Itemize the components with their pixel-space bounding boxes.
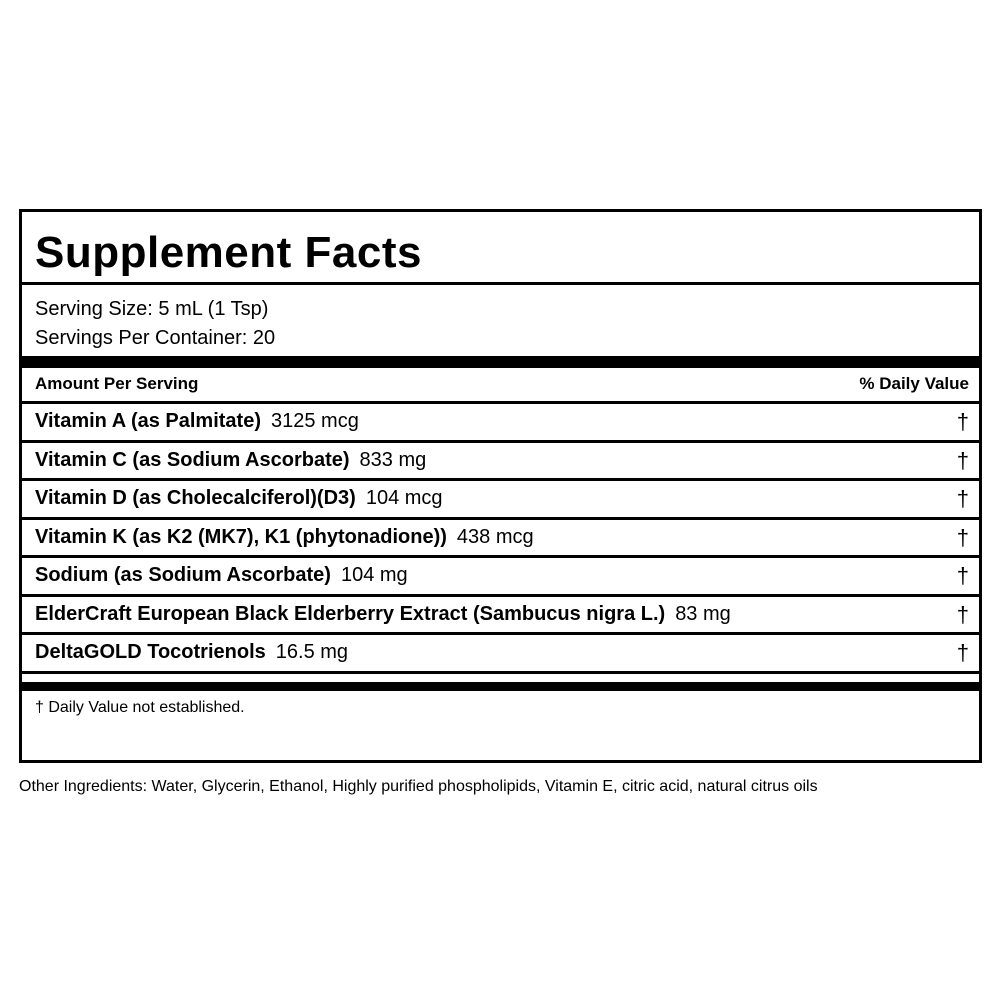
serving-size: Serving Size: 5 mL (1 Tsp): [35, 298, 269, 320]
nutrient-name: DeltaGOLD Tocotrienols: [35, 641, 266, 663]
nutrient-amount: 104 mg: [340, 564, 408, 586]
serving-info: [22, 285, 979, 368]
nutrient-dv: †: [956, 409, 969, 434]
nutrient-amount: 104 mcg: [365, 487, 443, 509]
nutrient-name: Vitamin C (as Sodium Ascorbate): [35, 448, 350, 471]
amount-per-serving-label: Amount Per Serving: [35, 374, 199, 393]
nutrient-name: Vitamin K (as K2 (MK7), K1 (phytonadione)): [35, 525, 447, 548]
nutrient-dv: †: [956, 524, 969, 550]
nutrient-row: [22, 635, 979, 674]
nutrient-amount: 3125 mcg: [271, 410, 359, 432]
nutrient-dv: †: [956, 601, 969, 627]
footnote-text: † Daily Value not established.: [35, 698, 245, 716]
nutrient-amount: 833 mg: [359, 448, 427, 471]
nutrient-row: [22, 597, 979, 636]
footnote-section: [22, 691, 979, 751]
nutrient-amount: 16.5 mg: [275, 641, 349, 663]
section-divider: [22, 682, 979, 691]
nutrient-amount: 438 mcg: [456, 525, 534, 548]
nutrient-name: ElderCraft European Black Elderberry Extract (Sambucus nigra L.): [35, 602, 666, 625]
nutrient-amount: 83 mg: [675, 602, 731, 625]
nutrient-dv: †: [956, 640, 969, 665]
nutrient-dv: †: [956, 486, 969, 511]
supplement-facts-panel: [19, 209, 982, 763]
other-ingredients: Other Ingredients: Water, Glycerin, Ethanol, Highly purified phospholipids, Vitamin E, citric acid, natural citrus oils: [19, 778, 818, 795]
nutrient-row: [22, 558, 979, 597]
nutrient-name: Vitamin D (as Cholecalciferol)(D3): [35, 487, 356, 509]
nutrient-row: [22, 404, 979, 443]
nutrient-name: Vitamin A (as Palmitate): [35, 410, 261, 432]
column-header-row: [22, 368, 979, 404]
nutrient-row: [22, 443, 979, 482]
nutrient-name: Sodium (as Sodium Ascorbate): [35, 564, 331, 586]
panel-title: Supplement Facts: [35, 228, 422, 277]
nutrient-dv: †: [956, 563, 969, 588]
title-section: [22, 212, 979, 285]
daily-value-label: % Daily Value: [859, 374, 969, 393]
nutrient-dv: †: [956, 447, 969, 473]
nutrient-row: [22, 520, 979, 559]
nutrient-row: [22, 481, 979, 520]
servings-per-container: Servings Per Container: 20: [35, 327, 276, 349]
